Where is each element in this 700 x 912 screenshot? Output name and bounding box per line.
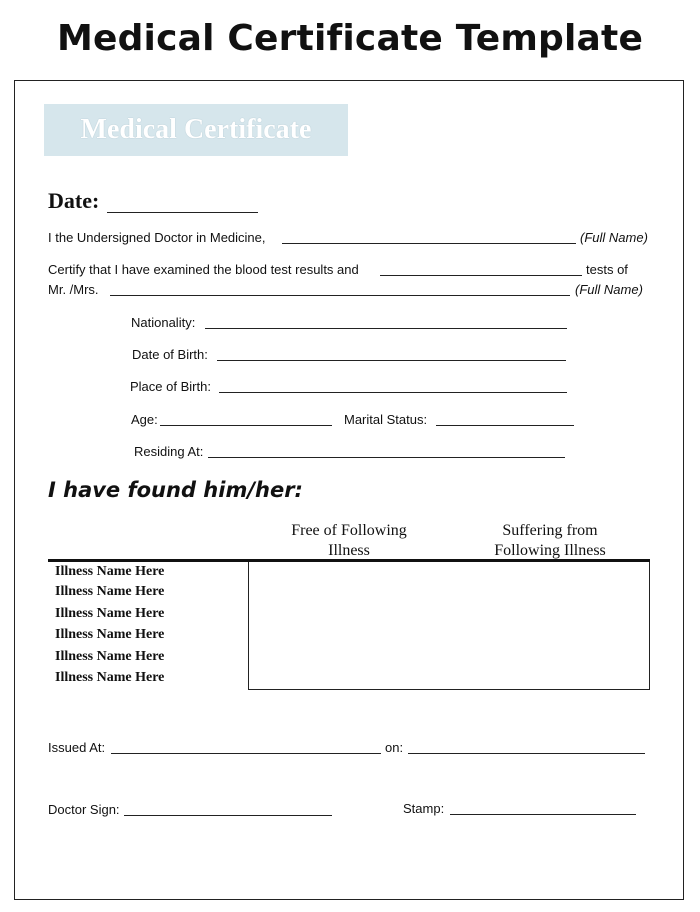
residing-at-field-line[interactable] [208,457,565,458]
place-of-birth-field-line[interactable] [219,392,567,393]
nationality-field-line[interactable] [205,328,567,329]
residing-at-label: Residing At: [134,444,204,459]
mr-mrs-label: Mr. /Mrs. [48,282,99,297]
suffering-from-illness-header-line-2: Following Illness [494,542,606,559]
stamp-label: Stamp: [403,801,445,816]
marital-status-label: Marital Status: [344,412,428,427]
place-of-birth-label: Place of Birth: [130,379,211,394]
date-of-birth-field-line[interactable] [217,360,566,361]
on-label: on: [385,740,404,755]
age-field-line[interactable] [160,425,332,426]
illness-row-2: Illness Name Here [55,584,165,599]
illness-check-grid[interactable] [248,562,650,690]
issued-at-label: Issued At: [48,740,106,755]
certify-text: Certify that I have examined the blood test results and [48,262,359,277]
suffering-from-illness-header-line-1: Suffering from [502,522,598,539]
nationality-label: Nationality: [131,315,196,330]
free-of-illness-header-line-1: Free of Following [291,522,407,539]
date-label: Date: [48,188,100,213]
illness-row-5: Illness Name Here [55,649,165,664]
date-field-line[interactable] [107,212,258,213]
doctor-sign-label: Doctor Sign: [48,802,120,817]
doctor-full-name-hint: (Full Name) [580,230,648,245]
undersigned-doctor-text: I the Undersigned Doctor in Medicine, [48,230,266,245]
illness-row-6: Illness Name Here [55,670,165,685]
illness-row-4: Illness Name Here [55,627,165,642]
blood-test-field-line[interactable] [380,275,582,276]
free-of-illness-header-line-2: Illness [328,542,370,559]
certificate-banner: Medical Certificate [44,104,348,156]
issued-on-field-line[interactable] [408,753,645,754]
patient-full-name-hint: (Full Name) [575,282,643,297]
date-of-birth-label: Date of Birth: [132,347,208,362]
tests-of-text: tests of [586,262,628,277]
free-of-illness-header [258,521,440,561]
page-title: Medical Certificate Template [56,18,644,59]
issued-at-field-line[interactable] [111,753,381,754]
illness-row-3: Illness Name Here [55,606,165,621]
age-label: Age: [131,412,158,427]
suffering-from-illness-header [460,521,640,561]
found-heading: I have found him/her: [48,478,303,502]
patient-name-field-line[interactable] [110,295,570,296]
doctor-sign-field-line[interactable] [124,815,332,816]
illness-row-1: Illness Name Here [55,564,165,579]
marital-status-field-line[interactable] [436,425,574,426]
stamp-field-line[interactable] [450,814,636,815]
doctor-name-field-line[interactable] [282,243,576,244]
